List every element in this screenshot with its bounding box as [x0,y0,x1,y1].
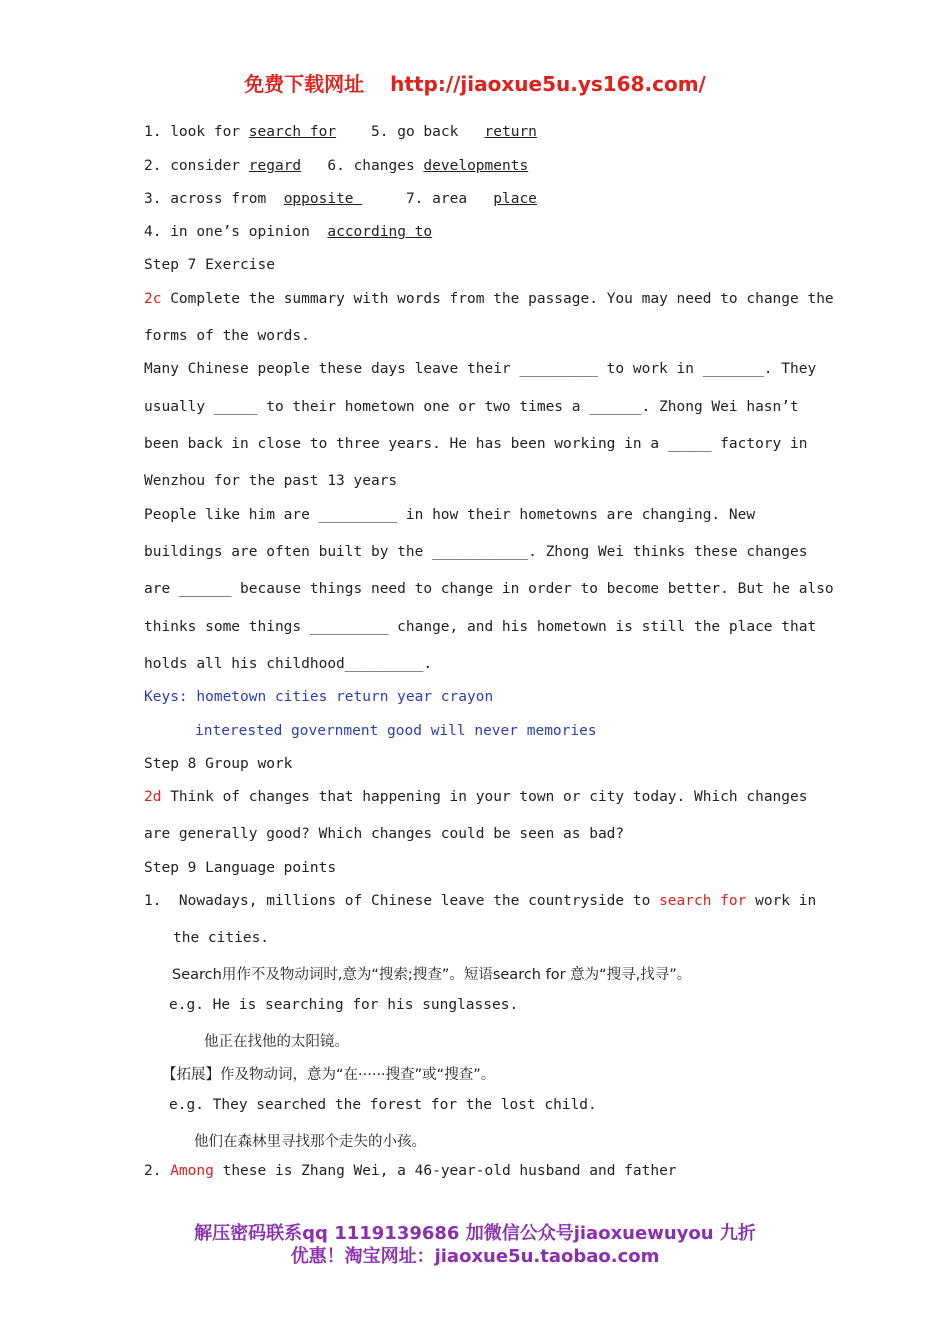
footer-shop-line: 优惠！淘宝网址：jiaoxue5u.taobao.com [290,1246,660,1267]
summary-line: usually _____ to their hometown one or two times a ______. Zhong Wei hasn’t [144,399,799,415]
highlight-phrase: search for [659,893,747,909]
step-8-heading: Step 8 Group work [144,756,293,772]
language-point-2: 2. Among these is Zhang Wei, a 46-year-old husband and father [144,1163,677,1179]
explanation-note: Search用作不及物动词时,意为“搜索;搜查”。短语search for 意为“搜寻,找寻”。 [172,967,692,983]
summary-line: been back in close to three years. He has been working in a _____ factory in [144,436,808,452]
banner-url-link[interactable]: http://jiaoxue5u.ys168.com/ [390,72,706,96]
banner-label: 免费下载网址 [244,72,365,96]
download-banner [0,68,950,97]
summary-line: Many Chinese people these days leave their _________ to work in _______. They [144,361,817,377]
step-9-heading: Step 9 Language points [144,860,337,876]
vocab-row: 3. across from opposite 7. area place [144,191,537,207]
vocab-answer: according to [327,224,433,240]
language-point-1: 1. Nowadays, millions of Chinese leave the countryside to search for work in [144,893,817,909]
vocab-answer: search for [248,124,337,140]
exercise-2c-instruction: 2c Complete the summary with words from the passage. You may need to change the [144,291,834,307]
highlight-phrase: Among [170,1163,214,1179]
summary-line: are ______ because things need to change in order to become better. But he also [144,581,834,597]
summary-line: Wenzhou for the past 13 years [144,473,398,489]
example-translation: 他们在森林里寻找那个走失的小孩。 [194,1134,426,1150]
vocab-answer: regard [248,158,302,174]
summary-line: buildings are often built by the ___________. Zhong Wei thinks these changes [144,544,808,560]
footer-contact-line: 解压密码联系qq 1119139686 加微信公众号jiaoxuewuyou 九折 [194,1223,756,1244]
summary-line: People like him are _________ in how their hometowns are changing. New [144,507,756,523]
vocab-row: 2. consider regard 6. changes developments [144,158,529,174]
expansion-note: 【拓展】作及物动词，意为“在······搜查”或“搜查”。 [162,1067,496,1083]
vocab-row: 4. in one’s opinion according to [144,224,433,240]
example-sentence: e.g. They searched the forest for the lost child. [169,1097,597,1113]
answer-keys: Keys: hometown cities return year crayon [144,689,494,705]
summary-line: thinks some things _________ change, and his hometown is still the place that [144,619,817,635]
example-sentence: e.g. He is searching for his sunglasses. [169,997,519,1013]
vocab-row: 1. look for search for 5. go back return [144,124,537,140]
exercise-2d-instruction: 2d Think of changes that happening in your town or city today. Which changes [144,789,808,805]
step-7-heading: Step 7 Exercise [144,257,275,273]
exercise-tag: 2c [144,291,162,307]
vocab-answer: opposite [283,191,363,207]
example-translation: 他正在找他的太阳镜。 [204,1034,349,1050]
summary-line: holds all his childhood_________. [144,656,433,672]
vocab-answer: developments [423,158,529,174]
vocab-answer: place [493,191,537,207]
answer-keys-cont: interested government good will never memories [195,723,597,739]
exercise-tag: 2d [144,789,162,805]
vocab-answer: return [484,124,537,140]
